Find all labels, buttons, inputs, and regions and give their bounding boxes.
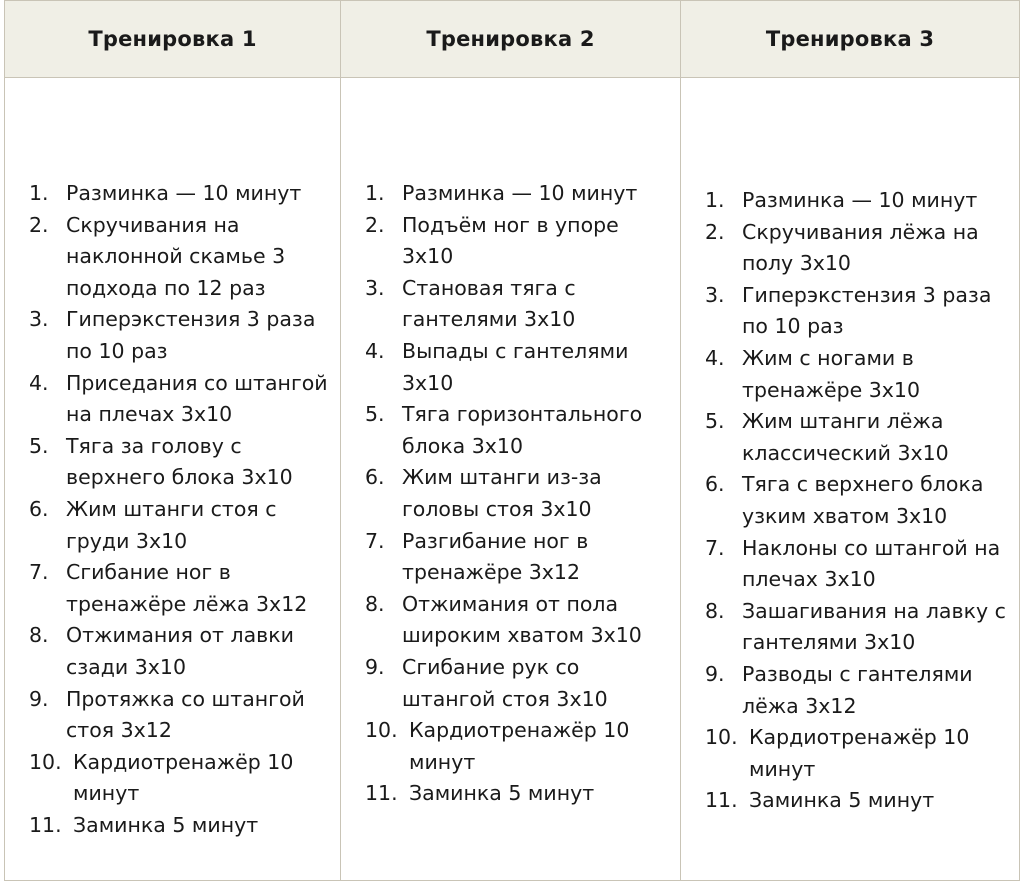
item-number: 8. xyxy=(365,591,385,616)
list-item xyxy=(341,273,680,336)
item-text: Наклоны со штангой на плечах 3x10 xyxy=(742,535,1001,592)
item-number: 5. xyxy=(705,409,725,434)
item-text: Заминка 5 минут xyxy=(409,781,595,806)
list-item xyxy=(681,722,1019,785)
list-item xyxy=(681,659,1019,722)
exercise-list xyxy=(5,178,340,841)
item-number: 11. xyxy=(365,781,398,806)
item-text: Жим штанги из-за головы стоя 3x10 xyxy=(402,465,602,521)
item-number: 7. xyxy=(705,535,725,560)
list-item xyxy=(5,557,340,620)
column-header-2: Тренировка 2 xyxy=(341,1,681,78)
item-number: 10. xyxy=(29,749,62,774)
item-text: Заминка 5 минут xyxy=(73,812,259,837)
item-text: Тяга с верхнего блока узким хватом 3x10 xyxy=(742,472,984,528)
item-number: 8. xyxy=(705,598,725,623)
item-text: Тяга за голову с верхнего блока 3x10 xyxy=(66,433,293,490)
item-number: 11. xyxy=(705,788,738,813)
item-number: 1. xyxy=(705,188,725,212)
item-text: Кардиотренажёр 10 минут xyxy=(73,749,294,806)
item-text: Кардиотренажёр 10 минут xyxy=(749,725,970,781)
list-item xyxy=(681,185,1019,217)
item-number: 5. xyxy=(29,433,49,458)
item-number: 1. xyxy=(365,181,385,205)
list-item xyxy=(5,494,340,557)
item-text: Разводы с гантелями лёжа 3x12 xyxy=(742,661,973,718)
item-number: 2. xyxy=(29,212,49,237)
list-item xyxy=(341,778,680,810)
list-item xyxy=(681,533,1019,596)
list-item xyxy=(5,684,340,747)
list-item xyxy=(341,462,680,525)
item-number: 6. xyxy=(705,472,725,497)
item-number: 9. xyxy=(365,654,385,679)
list-item xyxy=(681,469,1019,532)
item-text: Отжимания от лавки сзади 3x10 xyxy=(66,623,294,679)
item-text: Приседания со штангой на плечах 3x10 xyxy=(66,370,328,427)
item-text: Сгибание рук со штангой стоя 3x10 xyxy=(402,654,608,711)
list-item xyxy=(681,406,1019,469)
item-text: Протяжка со штангой стоя 3x12 xyxy=(66,686,305,743)
column-body-3 xyxy=(681,78,1019,880)
list-item xyxy=(5,210,340,305)
item-number: 7. xyxy=(29,560,49,585)
item-text: Гиперэкстензия 3 раза по 10 раз xyxy=(66,307,316,363)
list-item xyxy=(341,336,680,399)
column-header-3: Тренировка 3 xyxy=(681,1,1019,78)
list-item xyxy=(341,652,680,715)
item-text: Скручивания на наклонной скамье 3 подхода по 12 раз xyxy=(66,212,286,300)
item-text: Разгибание ног в тренажёре 3x12 xyxy=(402,528,589,585)
list-item xyxy=(5,431,340,494)
list-item xyxy=(681,596,1019,659)
item-number: 4. xyxy=(29,370,49,395)
list-item xyxy=(5,304,340,367)
item-number: 9. xyxy=(29,686,49,711)
item-text: Становая тяга с гантелями 3x10 xyxy=(402,275,576,332)
item-text: Скручивания лёжа на полу 3x10 xyxy=(742,219,979,276)
item-text: Тяга горизонтального блока 3x10 xyxy=(402,402,643,458)
item-text: Подъём ног в упоре 3x10 xyxy=(402,212,619,269)
item-text: Разминка — 10 минут xyxy=(66,181,302,205)
list-item xyxy=(341,210,680,273)
item-text: Жим штанги стоя с груди 3x10 xyxy=(66,496,277,553)
item-text: Отжимания от пола широким хватом 3x10 xyxy=(402,591,642,648)
item-number: 10. xyxy=(365,718,398,743)
item-number: 7. xyxy=(365,528,385,553)
list-item xyxy=(341,715,680,778)
item-number: 4. xyxy=(705,345,725,370)
list-item xyxy=(681,217,1019,280)
item-text: Заминка 5 минут xyxy=(749,788,935,813)
item-number: 11. xyxy=(29,812,62,837)
item-number: 6. xyxy=(365,465,385,490)
list-item xyxy=(681,343,1019,406)
item-number: 2. xyxy=(705,219,725,244)
item-number: 9. xyxy=(705,661,725,686)
list-item xyxy=(341,526,680,589)
item-text: Жим штанги лёжа классический 3x10 xyxy=(742,409,949,465)
list-item xyxy=(681,785,1019,817)
item-text: Разминка — 10 минут xyxy=(402,181,638,205)
list-item xyxy=(5,178,340,210)
item-number: 3. xyxy=(29,307,49,332)
list-item xyxy=(5,620,340,683)
item-text: Выпады с гантелями 3x10 xyxy=(402,338,629,395)
column-body-1 xyxy=(5,78,341,880)
item-text: Разминка — 10 минут xyxy=(742,188,978,212)
item-number: 1. xyxy=(29,181,49,205)
item-number: 4. xyxy=(365,338,385,363)
list-item xyxy=(5,747,340,810)
item-number: 8. xyxy=(29,623,49,648)
list-item xyxy=(681,280,1019,343)
item-number: 6. xyxy=(29,496,49,521)
list-item xyxy=(5,810,340,842)
item-number: 5. xyxy=(365,402,385,427)
list-item xyxy=(341,178,680,210)
column-header-1: Тренировка 1 xyxy=(5,1,341,78)
item-number: 10. xyxy=(705,725,738,750)
item-text: Зашагивания на лавку с гантелями 3x10 xyxy=(742,598,1006,655)
item-text: Сгибание ног в тренажёре лёжа 3x12 xyxy=(66,560,308,616)
item-number: 3. xyxy=(705,282,725,307)
item-number: 3. xyxy=(365,275,385,300)
item-text: Гиперэкстензия 3 раза по 10 раз xyxy=(742,282,992,339)
list-item xyxy=(341,399,680,462)
column-body-2 xyxy=(341,78,681,880)
exercise-list xyxy=(681,185,1019,817)
list-item xyxy=(5,368,340,431)
list-item xyxy=(341,589,680,652)
workout-table xyxy=(4,0,1020,881)
item-text: Жим с ногами в тренажёре 3x10 xyxy=(742,345,921,402)
item-number: 2. xyxy=(365,212,385,237)
item-text: Кардиотренажёр 10 минут xyxy=(409,718,630,774)
exercise-list xyxy=(341,178,680,810)
